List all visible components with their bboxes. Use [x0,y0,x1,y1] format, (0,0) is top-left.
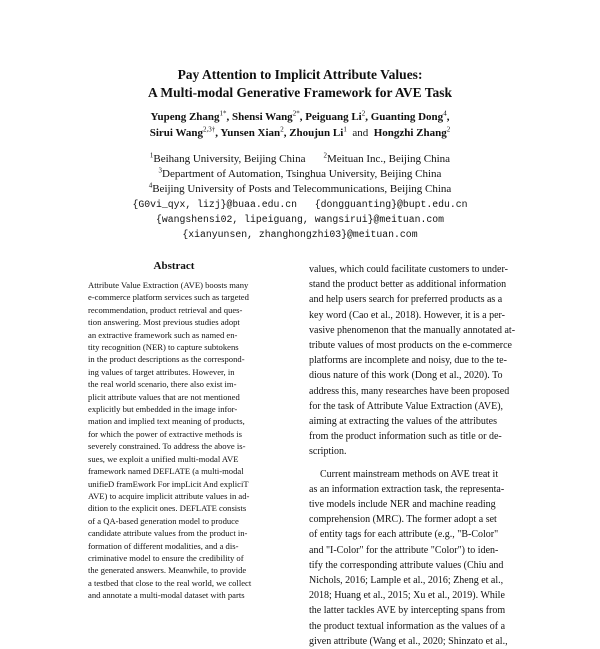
body-line: Nichols, 2016; Lample et al., 2016; Zheng et al., [309,575,504,587]
abstract-line: and annotate a multi-modal dataset with parts [88,590,245,601]
body-line: tify the corresponding attribute values (Chiu and [309,559,504,571]
body-line: the latter tackles AVE by intercepting spans from [309,605,506,617]
body-line: 2018; Huang et al., 2015; Xu et al., 2019). While [309,590,505,602]
author-name: Yunsen Xian [220,127,281,139]
abstract-line: AVE) to acquire implicit attribute values in ad- [88,490,250,501]
author-list [0,109,600,141]
email-line-3 [0,227,600,242]
abstract-line: ing values of target attributes. However, in [88,366,235,377]
paper-title [0,66,600,102]
title-line-2: A Multi-modal Generative Framework for AVE Task [148,85,452,100]
body-line: and help users search for preferred products as a [309,294,503,306]
abstract-line: recommendation, product retrieval and ques- [88,304,243,315]
abstract-line: e-commerce platform services such as targeted [88,292,249,303]
abstract-line: candidate attribute values from the product in- [88,528,248,539]
body-line: for the task of Attribute Value Extraction (AVE), [309,400,504,412]
abstract-line: for which the power of extractive methods is [88,428,242,439]
email-link[interactable]: {wangshensi02, lipeiguang, wangsirui}@meituan.com [155,214,445,225]
body-line: of entity tags for each attribute (e.g., "B-Color" [309,529,499,541]
body-line: platforms are incomplete and noisy, due to the te- [309,355,507,367]
body-line: and "I-Color" for the attribute "Color") to iden- [309,544,499,556]
author-name: Shensi Wang [232,111,293,123]
abstract-line: a testbed that close to the real world, we collect [88,577,252,588]
abstract-line: in the product descriptions as the correspond- [88,354,245,365]
author-name: Zhoujun Li [289,127,344,139]
body-line: as an information extraction task, the representa- [309,483,505,495]
body-line: given attribute (Wang et al., 2020; Shinzato et al., [309,635,508,647]
abstract-line: unifieD framEwork For impLicit And expliciT [88,478,249,489]
abstract-line: dition to the explicit ones. DEFLATE consists [88,503,247,514]
author-line-1: Yupeng Zhang$^{1*}$, Shensi Wang$^{2*}$, Peiguang Li$^2$, Guanting Dong$^4$, [150,109,450,123]
body-line: comprehension (MRC). The former adopt a set [309,514,497,526]
abstract-line: formation of different modalities, and a dis- [88,540,239,551]
abstract-body [88,279,260,602]
abstract-line: an extractive framework such as named en- [88,329,238,340]
body-line: tive models include NER and machine reading [309,499,496,511]
abstract-line: tity recognition (NER) to capture subtokens [88,342,239,353]
author-name: Hongzhi Zhang [373,127,447,139]
author-name: Guanting Dong [370,111,444,123]
abstract-line: of a QA-based generation model to produce [88,515,239,526]
abstract-line: Attribute Value Extraction (AVE) boosts many [88,280,249,290]
email-link[interactable]: {G0vi_qyx, lizj}@buaa.edu.cn [132,199,298,210]
abstract-line: plicit attribute values that are not mentioned [88,391,240,402]
author-name: Yupeng Zhang [150,111,220,123]
affiliation-line-2: $^3$Department of Automation, Tsinghua University, Beijing China [158,166,442,180]
abstract-line: sues, we exploit a unified multi-modal AVE [88,453,239,464]
abstract-line: framework named DEFLATE (a multi-modal [88,466,244,477]
body-line: tribute values of most products on the e-commerce [309,340,512,352]
title-line-1: Pay Attention to Implicit Attribute Values: [177,67,423,82]
body-line: from the product information such as title or de- [309,431,502,443]
email-line-2 [0,212,600,227]
abstract-line: criminative model to ensure the credibility of [88,552,244,563]
abstract-line: the generated answers. Meanwhile, to provide [88,565,247,576]
body-line: address this, many researches have been proposed [309,385,510,397]
abstract-line: explicitly but embedded in the image infor- [88,404,238,415]
abstract-heading: Abstract [153,260,195,272]
body-line: Current mainstream methods on AVE treat it [320,468,499,480]
affiliation-line-3: $^4$Beijing University of Posts and Telecommunications, Beijing China [148,181,452,195]
body-line: stand the product better as additional information [309,279,507,291]
body-column-right [309,262,533,649]
and-word: and [352,127,369,139]
author-name: Peiguang Li [305,111,362,123]
body-line: dious nature of this work (Dong et al., 2020). To [309,370,503,382]
affiliations [0,152,600,242]
abstract-line: mation and implied text meaning of products, [88,416,245,427]
abstract-line: tion answering. Most previous studies adopt [88,317,240,328]
body-line: scription. [309,446,347,458]
email-link[interactable]: {xianyunsen, zhanghongzhi03}@meituan.com [182,229,418,240]
affiliation-line-1: $^1$Beihang University, Beijing China $^2$Meituan Inc., Beijing China [149,151,451,165]
body-line: aiming at extracting the values of the attributes [309,416,497,428]
author-line-2: Sirui Wang$^{2,3\dagger}$, Yunsen Xian$^2$, Zhoujun Li$^1$ and Hongzhi Zhang$^2$ [149,125,451,139]
abstract-line: severely constrained. To address the above is- [88,441,246,452]
email-link[interactable]: {dongguanting}@bupt.edu.cn [314,199,468,210]
author-name: Sirui Wang [149,127,204,139]
body-line: vasive phenomenon that the manually annotated at- [309,324,516,336]
email-line-1 [0,197,600,212]
body-line: values, which could facilitate customers to under- [309,264,508,275]
body-line: key word (Cao et al., 2018). However, it is a per- [309,309,506,321]
body-line: the product textual information as the values of a [309,620,506,632]
abstract-line: the real world scenario, there also exist im- [88,379,237,390]
